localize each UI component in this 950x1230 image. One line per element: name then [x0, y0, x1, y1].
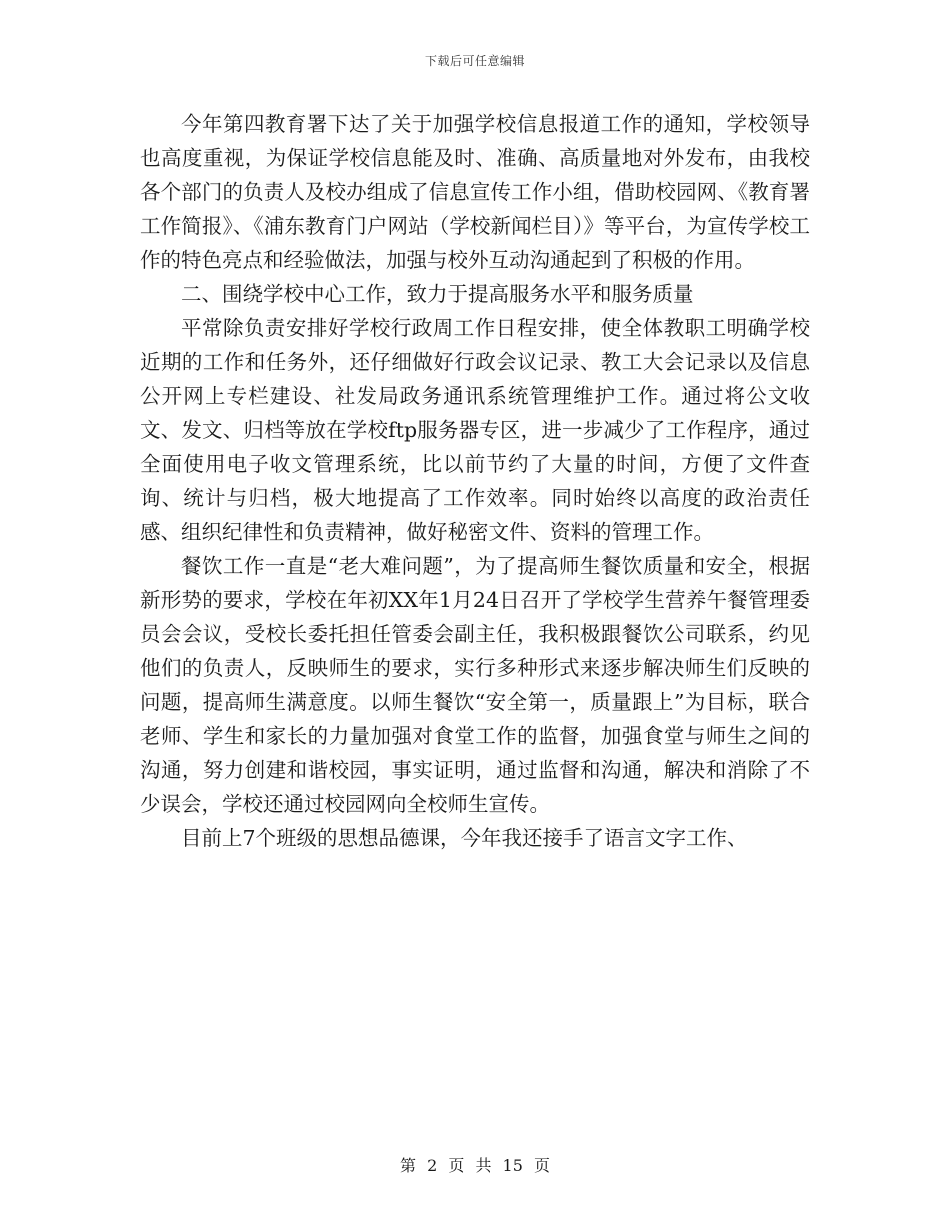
paragraph-admin-work: 平常除负责安排好学校行政周工作日程安排，使全体教职工明确学校近期的工作和任务外，还仔细做好行政会议记录、教工大会记录以及信息公开网上专栏建设、社发局政务通讯系统管理维护工作。通过将公文收文、发文、归档等放在学校ftp服务器专区，进一步减少了工作程序，通过全面使用电子收文管理系统，比以前节约了大量的时间，方便了文件查询、统计与归档，极大地提高了工作效率。同时始终以高度的政治责任感、组织纪律性和负责精神，做好秘密文件、资料的管理工作。 [140, 316, 810, 544]
page-header: 下载后可任意编辑 [424, 54, 525, 68]
paragraph-catering: 餐饮工作一直是“老大难问题”，为了提高师生餐饮质量和安全，根据新形势的要求，学校在年初XX年1月24日召开了学校学生营养午餐管理委员会会议，受校长委托担任管委会副主任，我积极跟餐饮公司联系，约见他们的负责人，反映师生的要求，实行多种形式来逐步解决师生们反映的问题，提高师生满意度。以师生餐饮“安全第一，质量跟上”为目标，联合老师、学生和家长的力量加强对食堂工作的监督，加强食堂与师生之间的沟通，努力创建和谐校园，事实证明，通过监督和沟通，解决和消除了不少误会，学校还通过校园网向全校师生宣传。 [140, 554, 810, 816]
paragraph-info-reporting: 今年第四教育署下达了关于加强学校信息报道工作的通知，学校领导也高度重视，为保证学校信息能及时、准确、高质量地对外发布，由我校各个部门的负责人及校办组成了信息宣传工作小组，借助校园网、《教育署工作简报》、《浦东教育门户网站（学校新闻栏目）》等平台，为宣传学校工作的特色亮点和经验做法，加强与校外互动沟通起到了积极的作用。 [140, 112, 810, 272]
paragraph-teaching: 目前上7个班级的思想品德课，今年我还接手了语言文字工作、 [181, 826, 748, 850]
document-body [140, 107, 810, 855]
section-heading-service: 二、围绕学校中心工作，致力于提高服务水平和服务质量 [181, 282, 694, 306]
page-number-footer: 第 2 页 共 15 页 [400, 1156, 550, 1175]
